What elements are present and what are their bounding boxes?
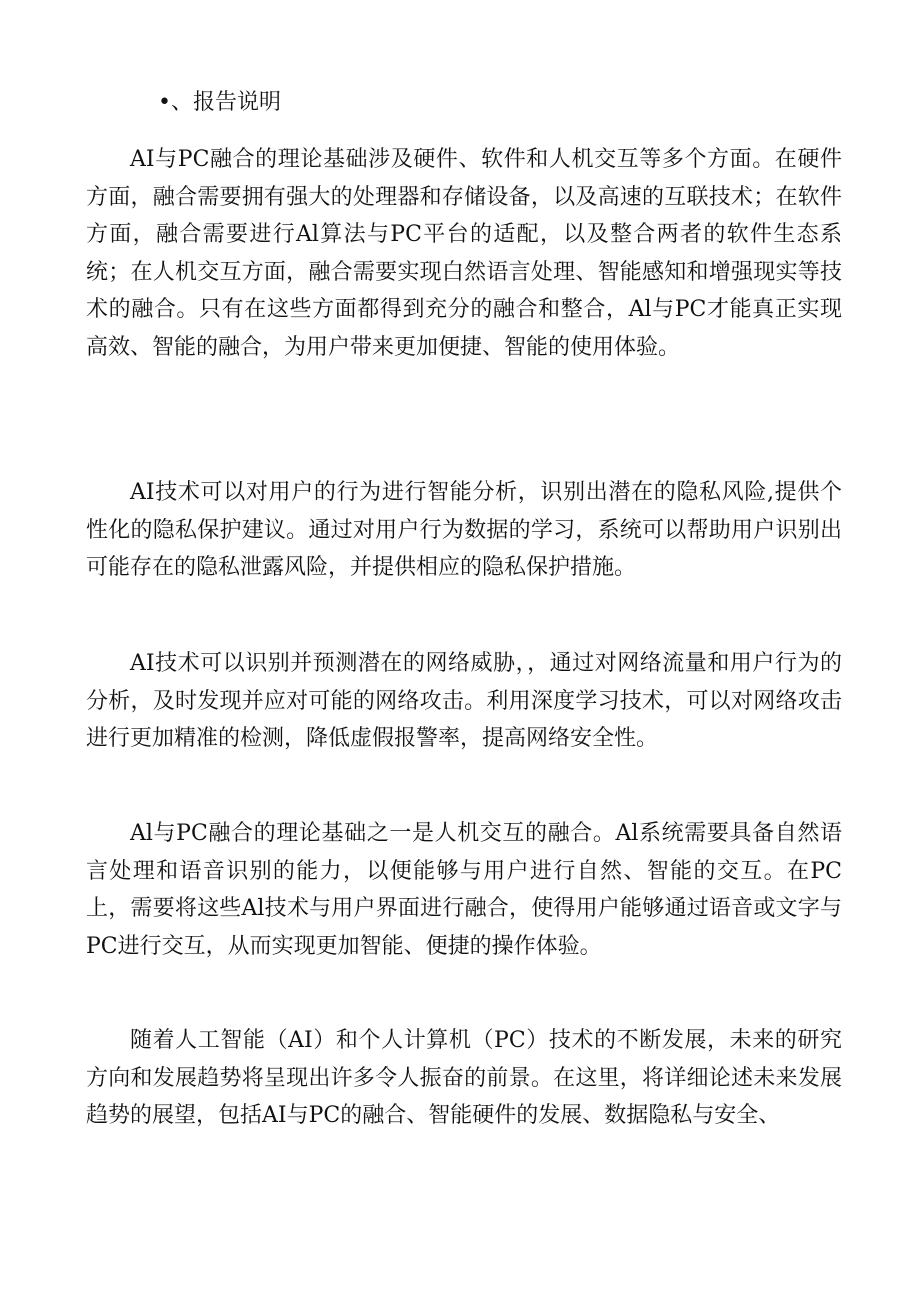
paragraph-network-threats: AI技术可以识别并预测潜在的网络威胁，，通过对网络流量和用户行为的分析，及时发现并应对可能的网络攻击。利用深度学习技术，可以对网络攻击进行更加精准的检测，降低虚假报警率，提高网络安全性。 — [86, 651, 842, 751]
paragraph-privacy-analysis: AI技术可以对用户的行为进行智能分析，识别出潜在的隐私风险,提供个性化的隐私保护建议。通过对用户行为数据的学习，系统可以帮助用户识别出可能存在的隐私泄露风险，并提供相应的隐私保护措施。 — [86, 480, 842, 580]
section-heading: •、报告说明 — [158, 90, 281, 115]
paragraph-ai-pc-theory: AI与PC融合的理论基础涉及硬件、软件和人机交互等多个方面。在硬件方面，融合需要拥有强大的处理器和存储设备，以及高速的互联技术；在软件方面，融合需要进行Al算法与PC平台的适配，以及整合两者的软件生态系统；在人机交互方面，融合需要实现白然语言处理、智能感知和增强现实等技术的融合。只有在这些方面都得到充分的融合和整合，Al与PC才能真正实现高效、智能的融合，为用户带来更加便捷、智能的使用体验。 — [86, 147, 842, 360]
paragraph-future-trends: 随着人工智能（AI）和个人计算机（PC）技术的不断发展，未来的研究方向和发展趋势将呈现出许多令人振奋的前景。在这里，将详细论述未来发展趋势的展望，包括AI与PC的融合、智能硬件的发展、数据隐私与安全、 — [86, 1028, 842, 1128]
paragraph-hci-fusion: Al与PC融合的理论基础之一是人机交互的融合。Al系统需要具备自然语言处理和语音识别的能力，以便能够与用户进行自然、智能的交互。在PC上，需要将这些Al技术与用户界面进行融合，使得用户能够通过语音或文字与PC进行交互，从而实现更加智能、便捷的操作体验。 — [86, 821, 842, 959]
